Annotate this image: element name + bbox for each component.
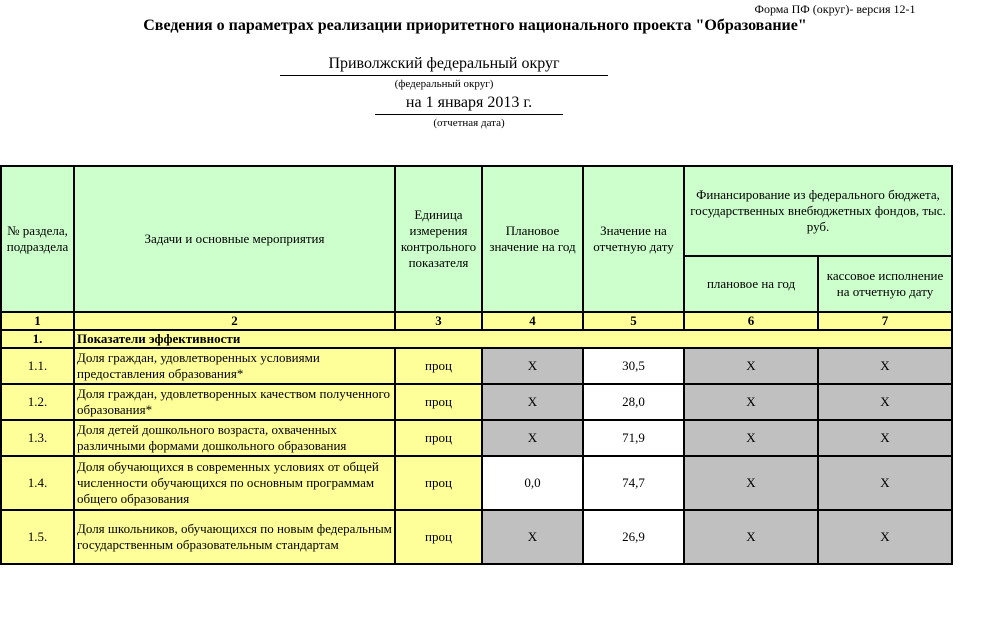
section-number: 1. [1, 330, 74, 348]
row-fin-plan: X [684, 510, 818, 564]
section-title: Показатели эффективности [74, 330, 952, 348]
row-task: Доля детей дошкольного возраста, охваченных различными формами дошкольного образования [74, 420, 395, 456]
table-row [1, 384, 952, 420]
table-row [1, 510, 952, 564]
row-task: Доля граждан, удовлетворенных качеством полученного образования* [74, 384, 395, 420]
col-number: 5 [583, 312, 684, 330]
row-fin-plan: X [684, 384, 818, 420]
col-number: 6 [684, 312, 818, 330]
row-number: 1.1. [1, 348, 74, 384]
header-tasks: Задачи и основные мероприятия [74, 166, 395, 312]
report-date-value: на 1 января 2013 г. [375, 94, 563, 115]
col-number: 3 [395, 312, 482, 330]
header-financing: Финансирование из федерального бюджета, государственных внебюджетных фондов, тыс. руб. [684, 166, 952, 256]
header-unit: Единица измерения контрольного показателя [395, 166, 482, 312]
row-unit: проц [395, 420, 482, 456]
row-unit: проц [395, 384, 482, 420]
row-plan: 0,0 [482, 456, 583, 510]
row-value: 26,9 [583, 510, 684, 564]
row-fin-cash: X [818, 510, 952, 564]
row-unit: проц [395, 510, 482, 564]
row-fin-plan: X [684, 348, 818, 384]
header-fin-cash: кассовое исполнение на отчетную дату [818, 256, 952, 312]
row-fin-cash: X [818, 456, 952, 510]
table-row [1, 348, 952, 384]
row-plan: X [482, 510, 583, 564]
row-value: 28,0 [583, 384, 684, 420]
header-plan-value: Плановое значение на год [482, 166, 583, 312]
row-task: Доля обучающихся в современных условиях от общей численности обучающихся по основным программам общего образования [74, 456, 395, 510]
row-plan: X [482, 348, 583, 384]
report-date-caption: (отчетная дата) [433, 117, 505, 129]
row-number: 1.4. [1, 456, 74, 510]
header-fin-plan: плановое на год [684, 256, 818, 312]
row-number: 1.2. [1, 384, 74, 420]
form-version: Форма ПФ (округ)- версия 12-1 [754, 2, 916, 16]
indicators-table [0, 165, 953, 565]
row-fin-plan: X [684, 420, 818, 456]
district-value: Приволжский федеральный округ [280, 55, 608, 76]
row-plan: X [482, 384, 583, 420]
row-value: 30,5 [583, 348, 684, 384]
row-task: Доля школьников, обучающихся по новым федеральным государственным образовательным стандартам [74, 510, 395, 564]
row-fin-cash: X [818, 384, 952, 420]
document-title: Сведения о параметрах реализации приоритетного национального проекта "Образование" [143, 17, 807, 34]
row-number: 1.3. [1, 420, 74, 456]
district-caption: (федеральный округ) [394, 78, 494, 90]
col-number: 4 [482, 312, 583, 330]
row-fin-plan: X [684, 456, 818, 510]
table-row [1, 456, 952, 510]
col-number: 2 [74, 312, 395, 330]
row-unit: проц [395, 348, 482, 384]
row-number: 1.5. [1, 510, 74, 564]
row-fin-cash: X [818, 420, 952, 456]
col-number: 1 [1, 312, 74, 330]
row-plan: X [482, 420, 583, 456]
col-number: 7 [818, 312, 952, 330]
header-section-no: № раздела, подраздела [1, 166, 74, 312]
header-report-value: Значение на отчетную дату [583, 166, 684, 312]
row-unit: проц [395, 456, 482, 510]
row-task: Доля граждан, удовлетворенных условиями предоставления образования* [74, 348, 395, 384]
row-fin-cash: X [818, 348, 952, 384]
row-value: 71,9 [583, 420, 684, 456]
row-value: 74,7 [583, 456, 684, 510]
table-row [1, 420, 952, 456]
